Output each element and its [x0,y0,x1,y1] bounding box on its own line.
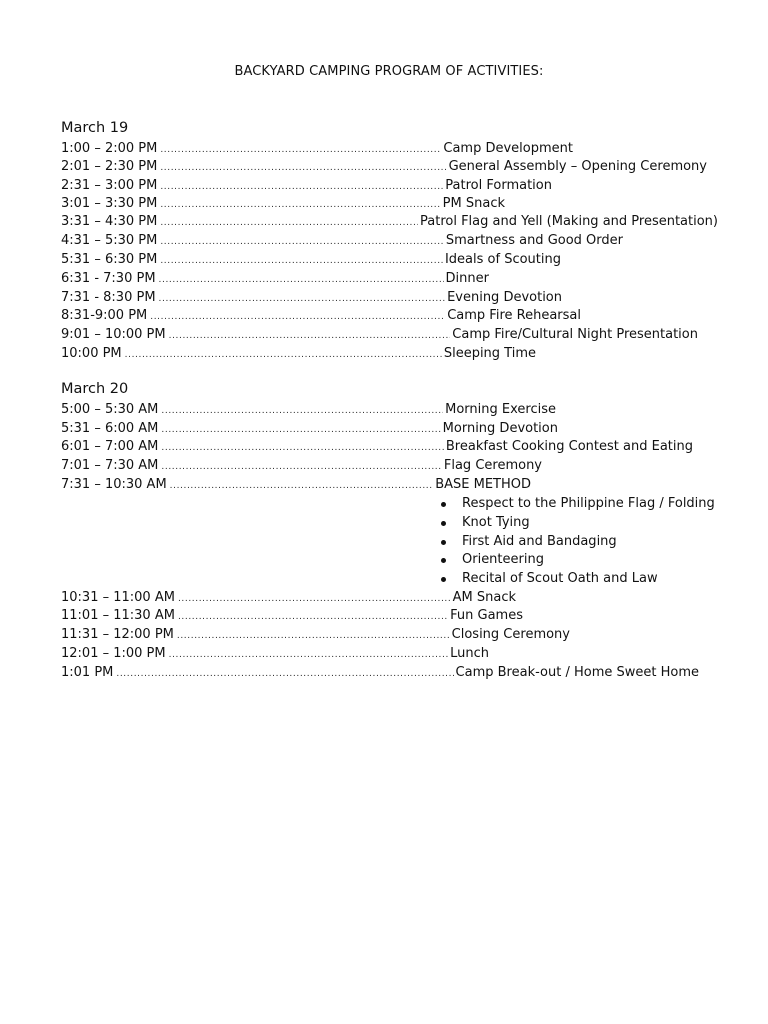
schedule-activity: General Assembly – Opening Ceremony [448,159,707,174]
schedule-time: 10:00 PM [61,346,122,361]
schedule-time: 9:01 – 10:00 PM [61,327,166,342]
dot-leader [161,439,443,457]
schedule-activity: Camp Fire/Cultural Night Presentation [452,327,698,342]
schedule-time: 11:01 – 11:30 AM [61,608,175,623]
schedule-time: 4:31 – 5:30 PM [61,233,158,248]
schedule-row [61,213,718,231]
schedule-row [61,289,562,307]
dot-leader [159,271,444,289]
list-item: First Aid and Bandaging [438,533,715,552]
dot-leader [161,458,441,476]
schedule-time: 11:31 – 12:00 PM [61,627,174,642]
schedule-time: 1:01 PM [61,665,114,680]
day-heading-march-20: March 20 [61,381,129,397]
schedule-row [61,158,707,176]
dot-leader [160,233,444,251]
dot-leader [159,290,446,308]
dot-leader [170,477,434,495]
base-method-topics [438,495,715,589]
dot-leader [177,627,450,645]
schedule-row [61,476,531,494]
dot-leader [116,665,453,683]
dot-leader [178,608,448,626]
schedule-activity: Camp Fire Rehearsal [447,308,581,323]
dot-leader [160,159,446,177]
dot-leader [150,308,445,326]
list-item: Respect to the Philippine Flag / Folding [438,495,715,514]
schedule-time: 2:01 – 2:30 PM [61,159,158,174]
schedule-activity: Breakfast Cooking Contest and Eating [445,439,693,454]
schedule-activity: Dinner [445,271,489,286]
schedule-row [61,177,552,195]
schedule-time: 10:31 – 11:00 AM [61,590,175,605]
schedule-row [61,607,523,625]
dot-leader [160,178,443,196]
schedule-activity: Morning Exercise [445,402,556,417]
schedule-row [61,307,581,325]
schedule-row [61,140,573,158]
schedule-activity: Closing Ceremony [451,627,570,642]
schedule-row [61,232,623,250]
schedule-time: 7:31 – 10:30 AM [61,477,167,492]
schedule-time: 3:01 – 3:30 PM [61,196,158,211]
schedule-row [61,645,489,663]
list-item: Knot Tying [438,514,715,533]
schedule-time: 7:01 – 7:30 AM [61,458,159,473]
schedule-row [61,420,558,438]
schedule-row [61,326,698,344]
schedule-activity: Sleeping Time [443,346,536,361]
schedule-activity: AM Snack [452,590,516,605]
dot-leader [161,421,440,439]
day-heading-march-19: March 19 [61,120,129,136]
list-item: Recital of Scout Oath and Law [438,570,715,589]
schedule-activity: BASE METHOD [435,477,531,492]
schedule-activity: Flag Ceremony [443,458,542,473]
dot-leader [160,141,441,159]
schedule-activity: Camp Development [443,141,573,156]
schedule-activity: Smartness and Good Order [445,233,623,248]
dot-leader [178,590,451,608]
schedule-row [61,438,693,456]
schedule-row [61,345,536,363]
schedule-time: 5:00 – 5:30 AM [61,402,159,417]
schedule-activity: Patrol Flag and Yell (Making and Presentation) [420,214,718,229]
dot-leader [169,646,449,664]
schedule-time: 6:01 – 7:00 AM [61,439,159,454]
dot-leader [125,346,442,364]
schedule-time: 5:31 – 6:30 PM [61,252,158,267]
schedule-row [61,251,561,269]
schedule-activity: Ideals of Scouting [444,252,561,267]
document-title: BACKYARD CAMPING PROGRAM OF ACTIVITIES: [234,64,544,79]
schedule-activity: Lunch [450,646,489,661]
dot-leader [161,402,443,420]
schedule-row [61,457,542,475]
schedule-time: 2:31 – 3:00 PM [61,178,158,193]
schedule-activity: Evening Devotion [447,290,562,305]
dot-leader [169,327,451,345]
schedule-activity: Morning Devotion [442,421,558,436]
schedule-row [61,270,489,288]
schedule-time: 7:31 - 8:30 PM [61,290,156,305]
dot-leader [160,214,418,232]
schedule-row [61,626,570,644]
dot-leader [160,252,443,270]
schedule-time: 12:01 – 1:00 PM [61,646,166,661]
schedule-time: 1:00 – 2:00 PM [61,141,158,156]
schedule-time: 8:31-9:00 PM [61,308,148,323]
schedule-activity: Patrol Formation [445,178,552,193]
schedule-activity: PM Snack [442,196,505,211]
schedule-time: 5:31 – 6:00 AM [61,421,159,436]
schedule-time: 6:31 - 7:30 PM [61,271,156,286]
schedule-row [61,589,516,607]
schedule-activity: Camp Break-out / Home Sweet Home [455,665,699,680]
list-item: Orienteering [438,551,715,570]
schedule-row [61,664,699,682]
schedule-activity: Fun Games [450,608,523,623]
dot-leader [160,196,440,214]
schedule-time: 3:31 – 4:30 PM [61,214,158,229]
schedule-row [61,401,556,419]
schedule-row [61,195,505,213]
